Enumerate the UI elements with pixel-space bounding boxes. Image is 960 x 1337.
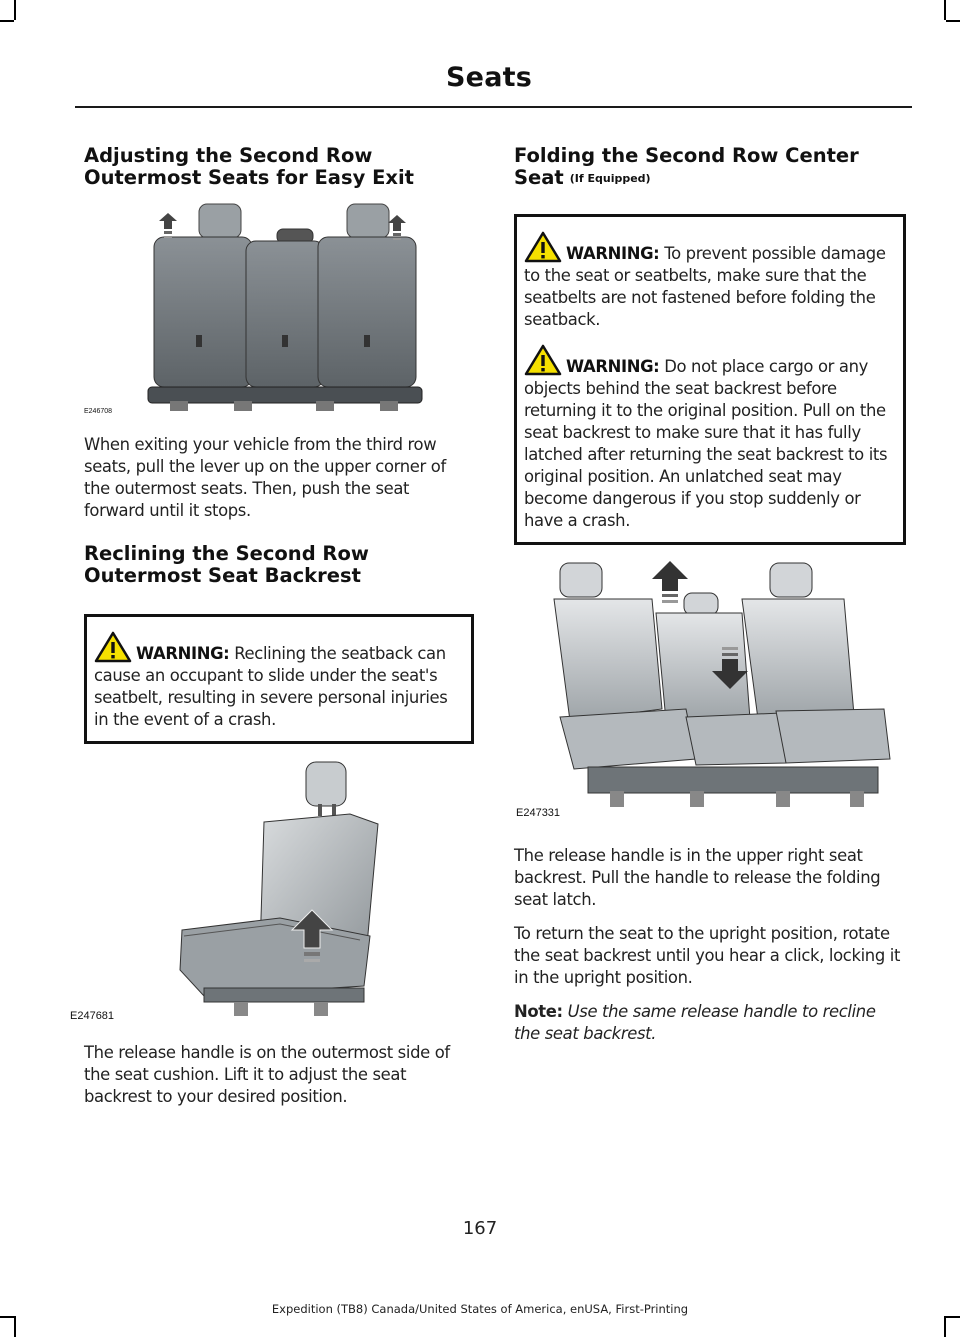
if-equipped-tag: (If Equipped) — [569, 172, 651, 185]
crop-mark — [14, 1316, 16, 1337]
note-text: Use the same release handle to recline the seat backrest. — [514, 1002, 876, 1043]
section-heading: Adjusting the Second Row Outermost Seats for Easy Exit — [84, 144, 414, 189]
note-label: Note: — [514, 1002, 563, 1021]
warning-label: WARNING: — [566, 244, 660, 263]
paragraph: To return the seat to the upright position, rotate the seat backrest until you hear a click, locking it in the upright position. — [514, 924, 901, 987]
paragraph: The release handle is on the outermost side of the seat cushion. Lift it to adjust the seat backrest to your desired position. — [84, 1043, 450, 1106]
title-rule — [75, 106, 912, 108]
center-seat-illustration — [514, 559, 906, 827]
paragraph: The release handle is in the upper right seat backrest. Pull the handle to release the folding seat latch. — [514, 846, 881, 909]
page-title: Seats — [446, 62, 532, 93]
crop-mark — [944, 1316, 946, 1337]
crop-mark — [944, 0, 946, 20]
figure-center-seat — [514, 559, 906, 827]
figure-code: E247331 — [516, 807, 561, 819]
second-row-seats-illustration — [84, 203, 474, 415]
warning-label: WARNING: — [136, 644, 230, 663]
crop-mark — [946, 1316, 960, 1318]
warning-box — [514, 214, 906, 545]
warning-paragraph — [524, 344, 897, 532]
warning-triangle-icon — [524, 231, 562, 263]
figure-second-row-seats — [84, 203, 474, 415]
footer-text: Expedition (TB8) Canada/United States of America, enUSA, First-Printing — [271, 1302, 689, 1316]
section-heading — [514, 145, 894, 190]
paragraph: When exiting your vehicle from the third row seats, pull the lever up on the upper corner of the outermost seats. Then, push the seat forward until it stops. — [84, 435, 446, 520]
left-column — [70, 144, 474, 1108]
note — [514, 1001, 906, 1045]
arrow-up-icon — [652, 561, 688, 603]
arrow-up-icon — [159, 213, 177, 238]
page-number: 167 — [462, 1218, 498, 1239]
recline-seat-illustration — [84, 760, 474, 1022]
section-heading: Reclining the Second Row Outermost Seat Backrest — [84, 542, 369, 587]
crop-mark — [14, 0, 16, 20]
arrow-up-icon — [388, 215, 406, 240]
warning-label: WARNING: — [566, 357, 660, 376]
warning-text: To prevent possible damage to the seat or seatbelts, make sure that the seatbelts are not fastened before folding the seatback. — [524, 244, 886, 329]
warning-text: Do not place cargo or any objects behind the seat backrest before returning it to the original position. Pull on the seat backrest to make sure that it has fully latched after returning the seat backrest to its original position. An unlatched seat may become dangerous if you stop suddenly or have a crash. — [524, 357, 888, 530]
figure-code: E246708 — [84, 408, 113, 415]
warning-text: Reclining the seatback can cause an occupant to slide under the seat's seatbelt, resulting in severe personal injuries in the event of a crash. — [94, 644, 448, 729]
crop-mark — [0, 1316, 14, 1318]
right-column — [514, 145, 906, 1045]
warning-box — [84, 614, 474, 744]
warning-paragraph — [94, 631, 465, 731]
warning-triangle-icon — [94, 631, 132, 663]
figure-code: E247681 — [70, 1010, 115, 1022]
section-heading-text: Folding the Second Row Center Seat — [514, 144, 859, 189]
warning-triangle-icon — [524, 344, 562, 376]
crop-mark — [946, 20, 960, 22]
crop-mark — [0, 20, 14, 22]
figure-recline-seat — [70, 760, 474, 1022]
warning-paragraph — [524, 231, 897, 331]
